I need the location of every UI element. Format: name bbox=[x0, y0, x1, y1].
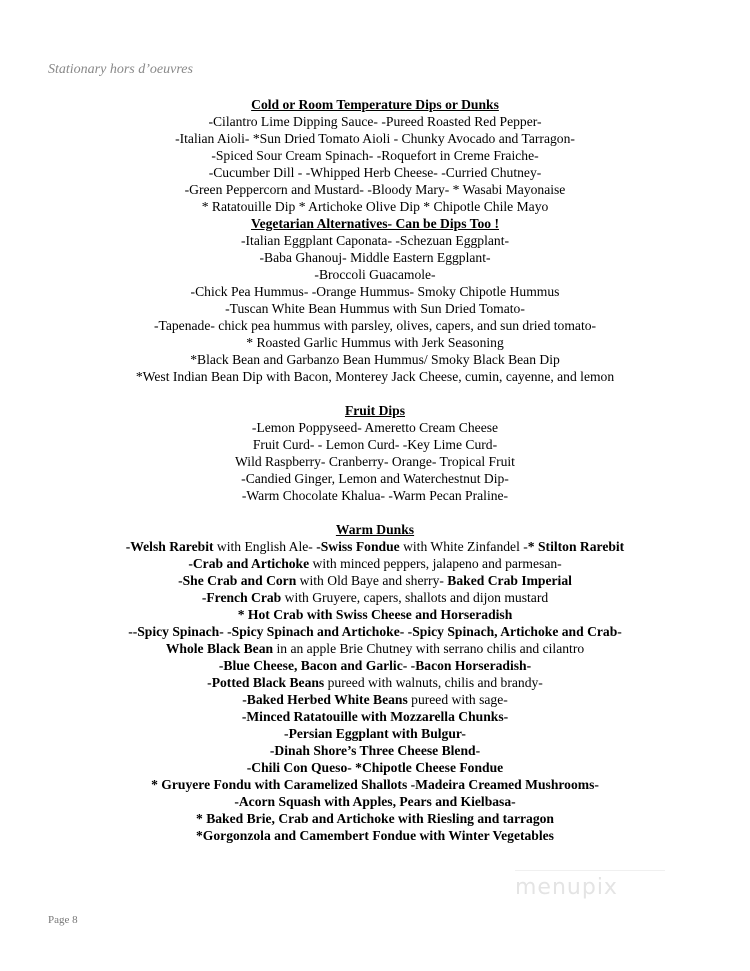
menu-line bbox=[0, 742, 750, 759]
menu-line bbox=[0, 793, 750, 810]
menupix-watermark bbox=[515, 870, 665, 911]
menu-content bbox=[0, 96, 750, 844]
dish-name: -Minced Ratatouille with Mozzarella Chunks- bbox=[241, 709, 509, 724]
menu-line: *West Indian Bean Dip with Bacon, Monterey Jack Cheese, cumin, cayenne, and lemon bbox=[135, 369, 615, 384]
menu-line bbox=[0, 691, 750, 708]
menu-line bbox=[0, 708, 750, 725]
menu-line bbox=[0, 759, 750, 776]
dish-name: -Crab and Artichoke bbox=[188, 556, 310, 571]
menu-line bbox=[0, 810, 750, 827]
dish-name: -Potted Black Beans bbox=[207, 675, 325, 690]
dish-name: -Baked Herbed White Beans bbox=[242, 692, 408, 707]
menu-line: -Spiced Sour Cream Spinach- -Roquefort in Creme Fraiche- bbox=[211, 148, 539, 163]
menu-line: -Candied Ginger, Lemon and Waterchestnut Dip- bbox=[241, 471, 509, 486]
menu-line: -Cilantro Lime Dipping Sauce- -Pureed Roasted Red Pepper- bbox=[208, 114, 542, 129]
dish-name: -French Crab bbox=[201, 590, 282, 605]
menu-line: -Lemon Poppyseed- Ameretto Cream Cheese bbox=[251, 420, 499, 435]
section-gap bbox=[0, 385, 750, 402]
page-header-title: Stationary hors d’oeuvres bbox=[48, 62, 193, 77]
dish-description: with Old Baye and sherry- bbox=[296, 573, 448, 588]
dish-name: -Blue Cheese, Bacon and Garlic- -Bacon Horseradish- bbox=[218, 658, 532, 673]
menu-line: -Warm Chocolate Khalua- -Warm Pecan Praline- bbox=[241, 488, 509, 503]
dish-name: Whole Black Bean bbox=[165, 641, 274, 656]
menu-line: -Green Peppercorn and Mustard- -Bloody Mary- * Wasabi Mayonaise bbox=[184, 182, 566, 197]
dish-name: -Acorn Squash with Apples, Pears and Kielbasa- bbox=[234, 794, 516, 809]
dish-name: -She Crab and Corn bbox=[178, 573, 297, 588]
section-heading-warm: Warm Dunks bbox=[335, 522, 415, 537]
menu-line bbox=[0, 674, 750, 691]
dish-name: -Swiss Fondue bbox=[316, 539, 400, 554]
dish-name: -Persian Eggplant with Bulgur- bbox=[284, 726, 466, 741]
dish-description: with minced peppers, jalapeno and parmesan- bbox=[309, 556, 562, 571]
dish-name: -Chili Con Queso- *Chipotle Cheese Fondue bbox=[246, 760, 504, 775]
menu-line: -Italian Aioli- *Sun Dried Tomato Aioli - Chunky Avocado and Tarragon- bbox=[175, 131, 575, 146]
menu-line bbox=[0, 623, 750, 640]
dish-name: * Stilton Rarebit bbox=[527, 539, 625, 554]
menu-line: -Italian Eggplant Caponata- -Schezuan Eggplant- bbox=[241, 233, 509, 248]
menu-line bbox=[0, 776, 750, 793]
fruit-dips-list bbox=[0, 419, 750, 504]
menu-line bbox=[0, 827, 750, 844]
menu-line bbox=[0, 606, 750, 623]
menu-line: -Tuscan White Bean Hummus with Sun Dried Tomato- bbox=[225, 301, 525, 316]
watermark-text: menupix bbox=[515, 875, 618, 900]
menu-line bbox=[0, 538, 750, 555]
menu-line: *Black Bean and Garbanzo Bean Hummus/ Smoky Black Bean Dip bbox=[190, 352, 560, 367]
section-heading-vegetarian: Vegetarian Alternatives- Can be Dips Too ! bbox=[251, 216, 499, 231]
menu-line: * Ratatouille Dip * Artichoke Olive Dip * Chipotle Chile Mayo bbox=[201, 199, 549, 214]
section-gap bbox=[0, 504, 750, 521]
vegetarian-list bbox=[0, 232, 750, 385]
dish-name: * Baked Brie, Crab and Artichoke with Riesling and tarragon bbox=[196, 811, 554, 826]
section-heading-fruit: Fruit Dips bbox=[344, 403, 406, 418]
menu-line: -Baba Ghanouj- Middle Eastern Eggplant- bbox=[259, 250, 491, 265]
menu-line: -Chick Pea Hummus- -Orange Hummus- Smoky Chipotle Hummus bbox=[190, 284, 560, 299]
dish-name: --Spicy Spinach- -Spicy Spinach and Artichoke- -Spicy Spinach, Artichoke and Crab- bbox=[128, 624, 622, 639]
menu-line: Fruit Curd- - Lemon Curd- -Key Lime Curd- bbox=[252, 437, 498, 452]
dish-name: -Welsh Rarebit bbox=[125, 539, 214, 554]
menu-line: -Cucumber Dill - -Whipped Herb Cheese- -Curried Chutney- bbox=[208, 165, 542, 180]
dish-name: *Gorgonzola and Camembert Fondue with Winter Vegetables bbox=[196, 828, 554, 843]
menu-line bbox=[0, 725, 750, 742]
dish-description: pureed with walnuts, chilis and brandy- bbox=[324, 675, 543, 690]
dish-description: with Gruyere, capers, shallots and dijon mustard bbox=[281, 590, 549, 605]
dish-description: in an apple Brie Chutney with serrano chilis and cilantro bbox=[273, 641, 585, 656]
dish-description: pureed with sage- bbox=[407, 692, 508, 707]
warm-dunks-list bbox=[0, 538, 750, 844]
dish-name: * Hot Crab with Swiss Cheese and Horseradish bbox=[237, 607, 513, 622]
dish-name: Baked Crab Imperial bbox=[447, 573, 572, 588]
section-heading-cold: Cold or Room Temperature Dips or Dunks bbox=[251, 97, 499, 112]
dish-description: with White Zinfandel - bbox=[399, 539, 528, 554]
menu-line: -Tapenade- chick pea hummus with parsley, olives, capers, and sun dried tomato- bbox=[153, 318, 597, 333]
page-number: Page 8 bbox=[48, 914, 78, 926]
menu-line bbox=[0, 640, 750, 657]
cold-dips-list bbox=[0, 113, 750, 215]
menu-line bbox=[0, 657, 750, 674]
menu-line bbox=[0, 555, 750, 572]
dish-name: -Dinah Shore’s Three Cheese Blend- bbox=[269, 743, 481, 758]
menu-line: -Broccoli Guacamole- bbox=[314, 267, 436, 282]
menu-line: Wild Raspberry- Cranberry- Orange- Tropical Fruit bbox=[235, 454, 515, 469]
dish-description: with English Ale- bbox=[213, 539, 317, 554]
menu-line bbox=[0, 572, 750, 589]
dish-name: * Gruyere Fondu with Caramelized Shallots -Madeira Creamed Mushrooms- bbox=[151, 777, 599, 792]
menu-line: * Roasted Garlic Hummus with Jerk Seasoning bbox=[246, 335, 504, 350]
menu-line bbox=[0, 589, 750, 606]
